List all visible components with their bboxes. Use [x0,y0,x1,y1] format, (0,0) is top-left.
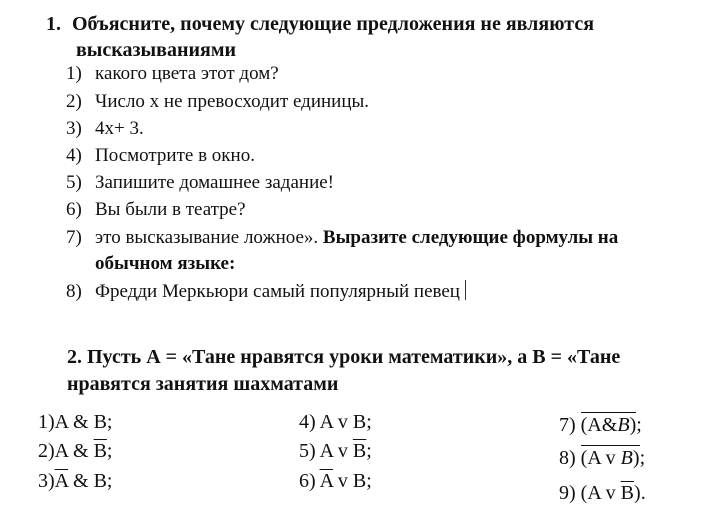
formula-2: 2)A & $\overline{B}$; [38,440,113,462]
formula-1: 1)A & B; [38,411,113,433]
task2-instruction: Выразите следующие формулы на [322,227,619,248]
list-item: 3) 4х+ 3. [66,118,144,139]
list-item: 5) Запишите домашнее задание! [66,172,335,193]
formula-8: 8) (A v B); [559,447,646,469]
list-item: 2) Число х не превосходит единицы. [66,91,370,112]
list-item: 4) Посмотрите в окно. [66,145,255,166]
task1-title-line1: Объясните, почему следующие предложения не являются [72,13,595,35]
formula-5: 5) A v $\overline{B}$; [299,440,372,462]
task2-instruction-cont: обычном языке: [95,253,236,274]
list-item: 6) Вы были в театре? [66,199,246,220]
list-item: 1) какого цвета этот дом? [66,63,279,84]
task1-number: 1. [46,13,61,35]
formula-6: 6) $\overline{A}$ v B; [299,470,372,492]
formula-4: 4) A v B; [299,411,372,433]
task1-title-line2: высказываниями [76,39,236,61]
text-cursor [465,280,466,300]
formula-7: 7) (A&B); [559,414,642,436]
list-item: 8) Фредди Меркьюри самый популярный певец [66,280,466,303]
task1-title [46,13,594,35]
formula-9: 9) (A v $\overline{B}$). [559,482,646,504]
list-item: 7) это высказывание ложное». Выразите следующие формулы на [66,227,619,248]
formula-3: $3)\overline{A}$ & B; [38,470,113,492]
task2-title-line1: 2. Пусть А = «Тане нравятся уроки математики», а В = «Тане [67,346,621,368]
task2-title-line2: нравятся занятия шахматами [67,373,339,395]
